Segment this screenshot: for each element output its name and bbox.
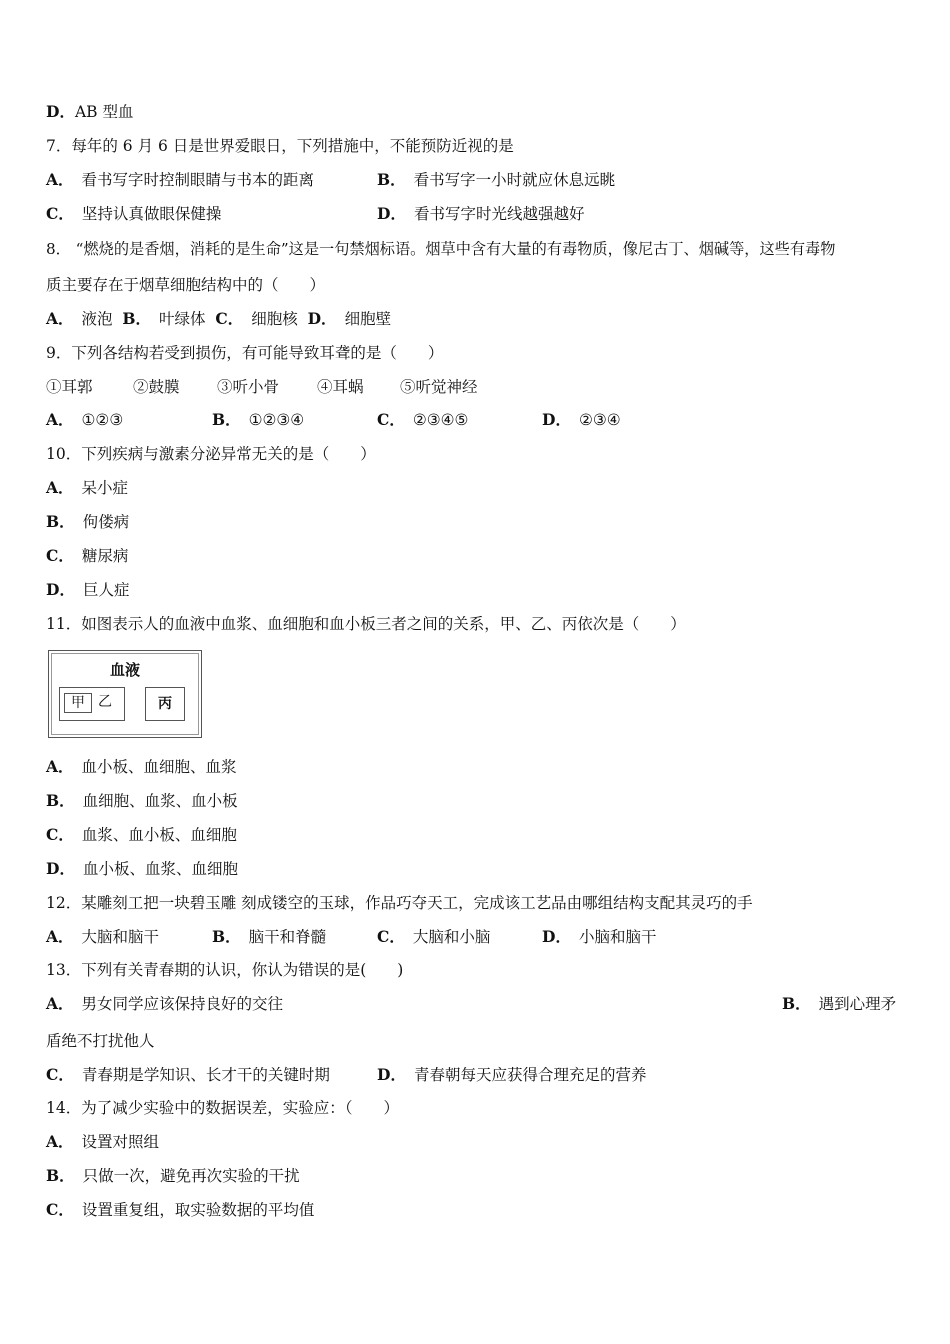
- q11-option-d: [46, 859, 238, 879]
- q13-option-c: [46, 1065, 330, 1085]
- option-label: A．: [46, 410, 74, 429]
- q13-option-b-continued: 盾绝不打扰他人: [46, 1032, 155, 1050]
- option-label: D．: [542, 927, 571, 946]
- q13-option-d: [377, 1065, 646, 1085]
- option-text: ①②③④: [248, 411, 305, 429]
- q12-option-c: [377, 927, 490, 947]
- q12-option-a: [46, 927, 159, 947]
- option-label: B．: [46, 512, 75, 531]
- q7-stem: 7．每年的 6 月 6 日是世界爱眼日，下列措施中，不能预防近视的是: [46, 137, 514, 155]
- option-text: 设置重复组，取实验数据的平均值: [81, 1201, 315, 1219]
- option-label: C．: [215, 309, 244, 328]
- figure-box-bing: 丙: [145, 687, 185, 721]
- option-label: D．: [46, 580, 75, 599]
- q9-option-a: [46, 410, 123, 430]
- q11-stem: 11．如图表示人的血液中血浆、血细胞和血小板三者之间的关系，甲、乙、丙依次是（ ）: [46, 615, 686, 633]
- option-label: D．: [542, 410, 571, 429]
- option-text: 糖尿病: [81, 547, 129, 565]
- option-text: ①②③: [81, 411, 124, 429]
- q8-options: [46, 309, 391, 329]
- option-label: D．: [377, 204, 406, 223]
- option-label: C．: [46, 546, 74, 565]
- option-text: 青春朝每天应获得合理充足的营养: [413, 1066, 647, 1084]
- option-label: C．: [46, 204, 74, 223]
- option-label: C．: [377, 927, 405, 946]
- q9-item: ④耳蜗: [317, 378, 364, 396]
- q9-option-d: [542, 410, 621, 430]
- q9-item: ①耳郭: [46, 378, 93, 396]
- option-label: B．: [46, 791, 75, 810]
- option-text: 血细胞、血浆、血小板: [82, 792, 238, 810]
- q13-option-a: [46, 994, 283, 1014]
- option-label: A．: [46, 927, 74, 946]
- option-label: D．: [377, 1065, 406, 1084]
- option-text: AB 型血: [74, 103, 134, 121]
- option-label: A．: [46, 994, 74, 1013]
- q8-stem-line1: 8． “燃烧的是香烟，消耗的是生命”这是一句禁烟标语。烟草中含有大量的有毒物质，像尼古丁、烟碱等，这些有毒物: [46, 240, 836, 258]
- option-text: 叶绿体: [159, 310, 206, 328]
- q7-option-a: [46, 170, 314, 190]
- option-text: 男女同学应该保持良好的交往: [81, 995, 284, 1013]
- q9-item: ②鼓膜: [133, 378, 180, 396]
- option-text: 脑干和脊髓: [248, 928, 327, 946]
- q10-option-d: [46, 580, 129, 600]
- figure-label-yi: 乙: [98, 694, 112, 710]
- option-label: C．: [46, 1200, 74, 1219]
- q11-option-c: [46, 825, 237, 845]
- figure-box-yi: [59, 687, 125, 721]
- option-label: A．: [46, 757, 74, 776]
- q12-option-d: [542, 927, 656, 947]
- figure-box-jia: 甲: [64, 693, 92, 713]
- option-text: 青春期是学知识、长才干的关键时期: [81, 1066, 330, 1084]
- q7-option-d: [377, 204, 584, 224]
- option-text: 大脑和脑干: [81, 928, 160, 946]
- option-label: A．: [46, 1132, 74, 1151]
- q14-option-b: [46, 1166, 300, 1186]
- option-text: 巨人症: [82, 581, 130, 599]
- q10-option-c: [46, 546, 128, 566]
- option-text: 佝偻病: [82, 513, 130, 531]
- option-label: C．: [46, 1065, 74, 1084]
- q14-option-a: [46, 1132, 159, 1152]
- option-text: 细胞壁: [344, 310, 392, 328]
- q14-stem: 14．为了减少实验中的数据误差，实验应：（ ）: [46, 1099, 399, 1117]
- figure-title: 血液: [109, 661, 140, 679]
- option-text: 液泡: [81, 310, 113, 328]
- q7-option-b: [377, 170, 615, 190]
- q13-option-b: [782, 994, 896, 1014]
- option-label: D．: [46, 102, 75, 121]
- q12-stem: 12．某雕刻工把一块碧玉雕 刻成镂空的玉球，作品巧夺天工，完成该工艺品由哪组结构支配其灵巧的手: [46, 894, 753, 912]
- q9-item: ③听小骨: [217, 378, 280, 396]
- option-label: B．: [212, 927, 241, 946]
- option-label: B．: [122, 309, 152, 328]
- option-label: C．: [377, 410, 405, 429]
- q14-option-c: [46, 1200, 314, 1220]
- q9-stem: 9．下列各结构若受到损伤，有可能导致耳聋的是（ ）: [46, 344, 444, 362]
- q10-option-b: [46, 512, 129, 532]
- option-label: B．: [377, 170, 406, 189]
- q9-option-c: [377, 410, 468, 430]
- option-label: A．: [46, 309, 74, 328]
- option-text: 只做一次，避免再次实验的干扰: [82, 1167, 300, 1185]
- option-text: 细胞核: [251, 310, 298, 328]
- option-text: 设置对照组: [81, 1133, 160, 1151]
- option-text: 血浆、血小板、血细胞: [81, 826, 237, 844]
- q10-option-a: [46, 478, 128, 498]
- q10-stem: 10．下列疾病与激素分泌异常无关的是（ ）: [46, 445, 376, 463]
- q7-option-c: [46, 204, 221, 224]
- option-text: 看书写字时光线越强越好: [413, 205, 585, 223]
- option-label: A．: [46, 170, 74, 189]
- option-text: 看书写字时控制眼睛与书本的距离: [81, 171, 315, 189]
- option-label: B．: [212, 410, 241, 429]
- option-text: 呆小症: [81, 479, 129, 497]
- option-text: 遇到心理矛: [818, 995, 897, 1013]
- q6-option-d: [46, 102, 133, 122]
- option-text: 坚持认真做眼保健操: [81, 205, 222, 223]
- option-text: 血小板、血浆、血细胞: [82, 860, 238, 878]
- q13-stem: 13．下列有关青春期的认识，你认为错误的是( ): [46, 961, 404, 979]
- option-text: 血小板、血细胞、血浆: [81, 758, 237, 776]
- q9-option-b: [212, 410, 304, 430]
- q9-item: ⑤听觉神经: [400, 378, 478, 396]
- option-label: D．: [307, 309, 337, 328]
- q12-option-b: [212, 927, 326, 947]
- option-label: C．: [46, 825, 74, 844]
- blood-relationship-figure: [48, 650, 202, 738]
- option-label: B．: [782, 994, 811, 1013]
- option-text: 小脑和脑干: [578, 928, 657, 946]
- q11-option-b: [46, 791, 238, 811]
- q11-option-a: [46, 757, 237, 777]
- q8-stem-line2: 质主要存在于烟草细胞结构中的（ ）: [46, 276, 326, 294]
- option-text: ②③④: [578, 411, 621, 429]
- option-label: B．: [46, 1166, 75, 1185]
- option-text: 看书写字一小时就应休息远眺: [413, 171, 616, 189]
- option-text: ②③④⑤: [412, 411, 469, 429]
- option-label: D．: [46, 859, 75, 878]
- option-text: 大脑和小脑: [412, 928, 491, 946]
- option-label: A．: [46, 478, 74, 497]
